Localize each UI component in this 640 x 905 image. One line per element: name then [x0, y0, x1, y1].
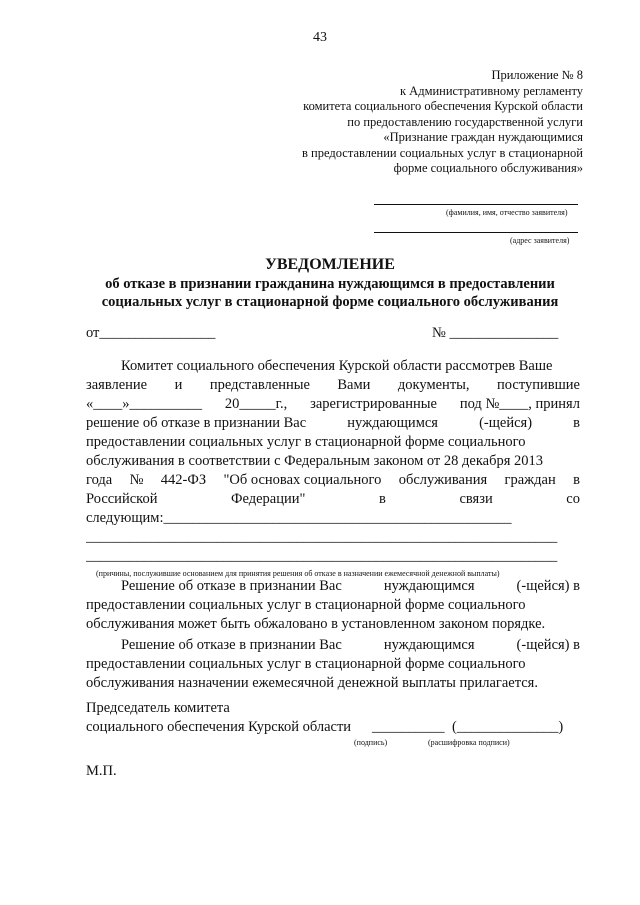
word: года [86, 472, 113, 488]
paragraph-2-line-3: обслуживания может быть обжаловано в установленном законом порядке. [86, 616, 546, 632]
stamp-placeholder: М.П. [86, 763, 117, 779]
word: Решение об отказе в признании Вас [121, 578, 342, 594]
word: со [566, 491, 580, 507]
paragraph-1-line-2 [86, 377, 580, 394]
number-field [432, 325, 558, 342]
word: "Об основах социального [223, 472, 382, 488]
year-blank: 20_____г., [224, 396, 288, 412]
from-blank: ________________ [99, 325, 216, 341]
signature-decode-blank: (______________) [452, 719, 564, 735]
word: зарегистрированные [310, 396, 437, 412]
appendix-line: в предоставлении социальных услуг в стационарной [302, 145, 583, 160]
word: Российской [86, 491, 158, 507]
paragraph-2-line-2: предоставлении социальных услуг в стационарной форме социального [86, 597, 526, 613]
date-blank: «____»__________ [86, 396, 202, 412]
word: нуждающимся [383, 578, 475, 594]
paragraph-1-line-4 [86, 415, 580, 432]
appendix-block [302, 68, 583, 177]
appendix-line: Приложение № 8 [491, 68, 583, 82]
paragraph-1-line-6: обслуживания в соответствии с Федеральным законом от 28 декабря 2013 [86, 453, 544, 469]
document-subtitle-line1: об отказе в признании гражданина нуждающимся в предоставлении [105, 276, 555, 292]
appendix-line: по предоставлению государственной услуги [347, 114, 583, 129]
number-blank: _______________ [449, 325, 559, 341]
paragraph-3-line-3: обслуживания назначении ежемесячной денежной выплаты прилагается. [86, 675, 538, 691]
signature-title-line-2: социального обеспечения Курской области [86, 719, 352, 735]
word: (-щейся) в [516, 637, 580, 653]
word: заявление [86, 377, 148, 393]
word: связи [459, 491, 493, 507]
appendix-line: форме социального обслуживания» [393, 161, 583, 175]
appendix-line: комитета социального обеспечения Курской области [303, 99, 583, 113]
word: нуждающимся [347, 415, 438, 431]
word: в [573, 415, 580, 431]
applicant-name-caption: (фамилия, имя, отчество заявителя) [446, 208, 568, 217]
reasons-caption: (причины, послужившие основанием для принятия решения об отказе в назначении ежемесячной денежной выплаты) [96, 569, 500, 578]
word: (-щейся) в [516, 578, 580, 594]
number-label: № [432, 325, 446, 341]
paragraph-1-line-1: Комитет социального обеспечения Курской области рассмотрев Ваше [121, 358, 553, 374]
document-title: УВЕДОМЛЕНИЕ [265, 256, 395, 273]
document-subtitle-line2: социальных услуг в стационарной форме социального обслуживания [101, 294, 559, 310]
paragraph-3-line-1 [121, 637, 580, 654]
word: (-щейся) [479, 415, 533, 431]
word: обслуживания [398, 472, 488, 488]
word: граждан [504, 472, 556, 488]
word: Вами [337, 377, 371, 393]
applicant-name-line [374, 204, 578, 205]
word: поступившие [497, 377, 580, 393]
paragraph-1-line-5: предоставлении социальных услуг в стационарной форме социального [86, 434, 526, 450]
signature-caption: (подпись) [354, 738, 388, 747]
word: нуждающимся [383, 637, 475, 653]
paragraph-1-line-9: следующим:________________________________________________ [86, 510, 512, 526]
word: Федерации" [231, 491, 306, 507]
word: и [174, 377, 183, 393]
word: № [129, 472, 144, 488]
reason-blank-line: _________________________________________________________________ [86, 548, 558, 564]
appendix-line: к Административному регламенту [399, 83, 583, 98]
word: Решение об отказе в признании Вас [121, 637, 342, 653]
applicant-address-line [374, 232, 578, 233]
paragraph-1-line-8 [86, 491, 580, 508]
word: решение об отказе в признании Вас [86, 415, 307, 431]
reason-blank-line: _________________________________________________________________ [86, 529, 558, 545]
word: документы, [397, 377, 470, 393]
paragraph-3-line-2: предоставлении социальных услуг в стационарной форме социального [86, 656, 526, 672]
signature-decode-caption: (расшифровка подписи) [428, 738, 510, 747]
applicant-address-caption: (адрес заявителя) [510, 236, 570, 245]
signature-blank: __________ [372, 719, 445, 735]
word: в [573, 472, 580, 488]
page-number: 43 [313, 30, 327, 45]
appendix-line: «Признание граждан нуждающимися [383, 130, 583, 144]
from-label: от [86, 325, 100, 341]
word: 442-ФЗ [160, 472, 207, 488]
word: в [379, 491, 386, 507]
paragraph-1-line-3 [86, 396, 580, 413]
signature-title-line-1: Председатель комитета [86, 700, 230, 716]
from-field [86, 325, 215, 342]
paragraph-1-line-7 [86, 472, 580, 489]
paragraph-2-line-1 [121, 578, 580, 595]
word: представленные [209, 377, 310, 393]
registration-number-blank: под №____, принял [459, 396, 580, 412]
